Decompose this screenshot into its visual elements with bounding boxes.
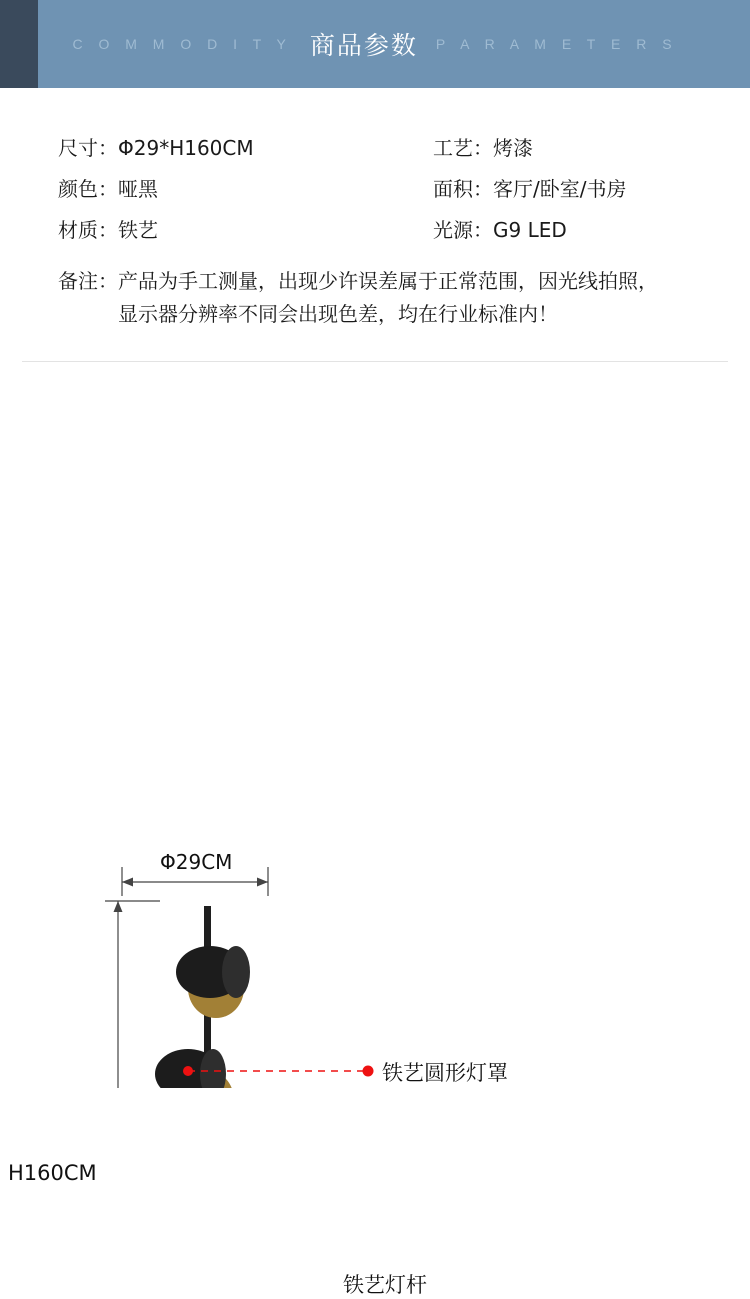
height-dimension-label: H160CM xyxy=(8,1161,97,1185)
parameter-note xyxy=(58,265,698,331)
parameter-label: 颜色 xyxy=(58,177,98,201)
parameter-material xyxy=(58,214,433,243)
callout-label-pole: 铁艺灯杆 xyxy=(343,1273,427,1297)
page-header-banner xyxy=(0,0,750,88)
width-arrow-right xyxy=(257,878,268,887)
parameter-row xyxy=(58,214,698,243)
parameter-label: 尺寸 xyxy=(58,136,98,160)
parameter-label: 面积 xyxy=(433,177,473,201)
width-arrow-left xyxy=(122,878,133,887)
parameter-value: 哑黑 xyxy=(118,177,158,201)
banner-subtitle-left: C O M M O D I T Y xyxy=(72,36,292,52)
parameters-grid xyxy=(58,132,698,331)
parameter-light-source xyxy=(433,214,567,243)
parameter-value: 烤漆 xyxy=(493,136,533,160)
parameter-value: Φ29*H160CM xyxy=(118,136,254,160)
callout-shade-dot-end xyxy=(363,1066,374,1077)
parameter-size xyxy=(58,132,433,161)
height-arrow-top xyxy=(114,901,123,912)
parameter-label: 工艺 xyxy=(433,136,473,160)
lamp-shade-upper-black-edge xyxy=(222,946,250,998)
parameter-colon: ： xyxy=(473,177,493,201)
parameter-value: 铁艺 xyxy=(118,218,158,242)
width-dimension-label: Φ29CM xyxy=(160,850,233,874)
banner-title: 商品参数 xyxy=(309,31,418,60)
parameter-colon: ： xyxy=(473,218,493,242)
parameter-value: G9 LED xyxy=(493,218,567,242)
parameter-colon: ： xyxy=(98,136,118,160)
parameter-colon: ： xyxy=(98,177,118,201)
note-colon: ： xyxy=(98,269,118,293)
note-text: 产品为手工测量，出现少许误差属于正常范围，因光线拍照，显示器分辨率不同会出现色差，均在行业标准内！ xyxy=(118,269,658,326)
diagram-svg xyxy=(0,388,750,1088)
product-dimension-diagram xyxy=(0,388,750,1297)
parameter-label: 光源 xyxy=(433,218,473,242)
section-divider xyxy=(22,361,728,362)
parameter-row xyxy=(58,173,698,202)
parameters-section xyxy=(0,88,750,388)
parameter-value: 客厅/卧室/书房 xyxy=(493,177,627,201)
callout-shade-dot-start xyxy=(183,1066,193,1076)
banner-content xyxy=(0,0,750,88)
parameter-row xyxy=(58,132,698,161)
parameter-area xyxy=(433,173,626,202)
parameter-colon: ： xyxy=(473,136,493,160)
height-dimension xyxy=(105,901,160,1088)
lamp-illustration xyxy=(155,906,252,1088)
parameter-colon: ： xyxy=(98,218,118,242)
parameter-color xyxy=(58,173,433,202)
note-label: 备注 xyxy=(58,269,98,293)
banner-subtitle-right: P A R A M E T E R S xyxy=(435,36,678,52)
parameter-craft xyxy=(433,132,533,161)
callout-label-shade: 铁艺圆形灯罩 xyxy=(382,1061,508,1085)
parameter-label: 材质 xyxy=(58,218,98,242)
